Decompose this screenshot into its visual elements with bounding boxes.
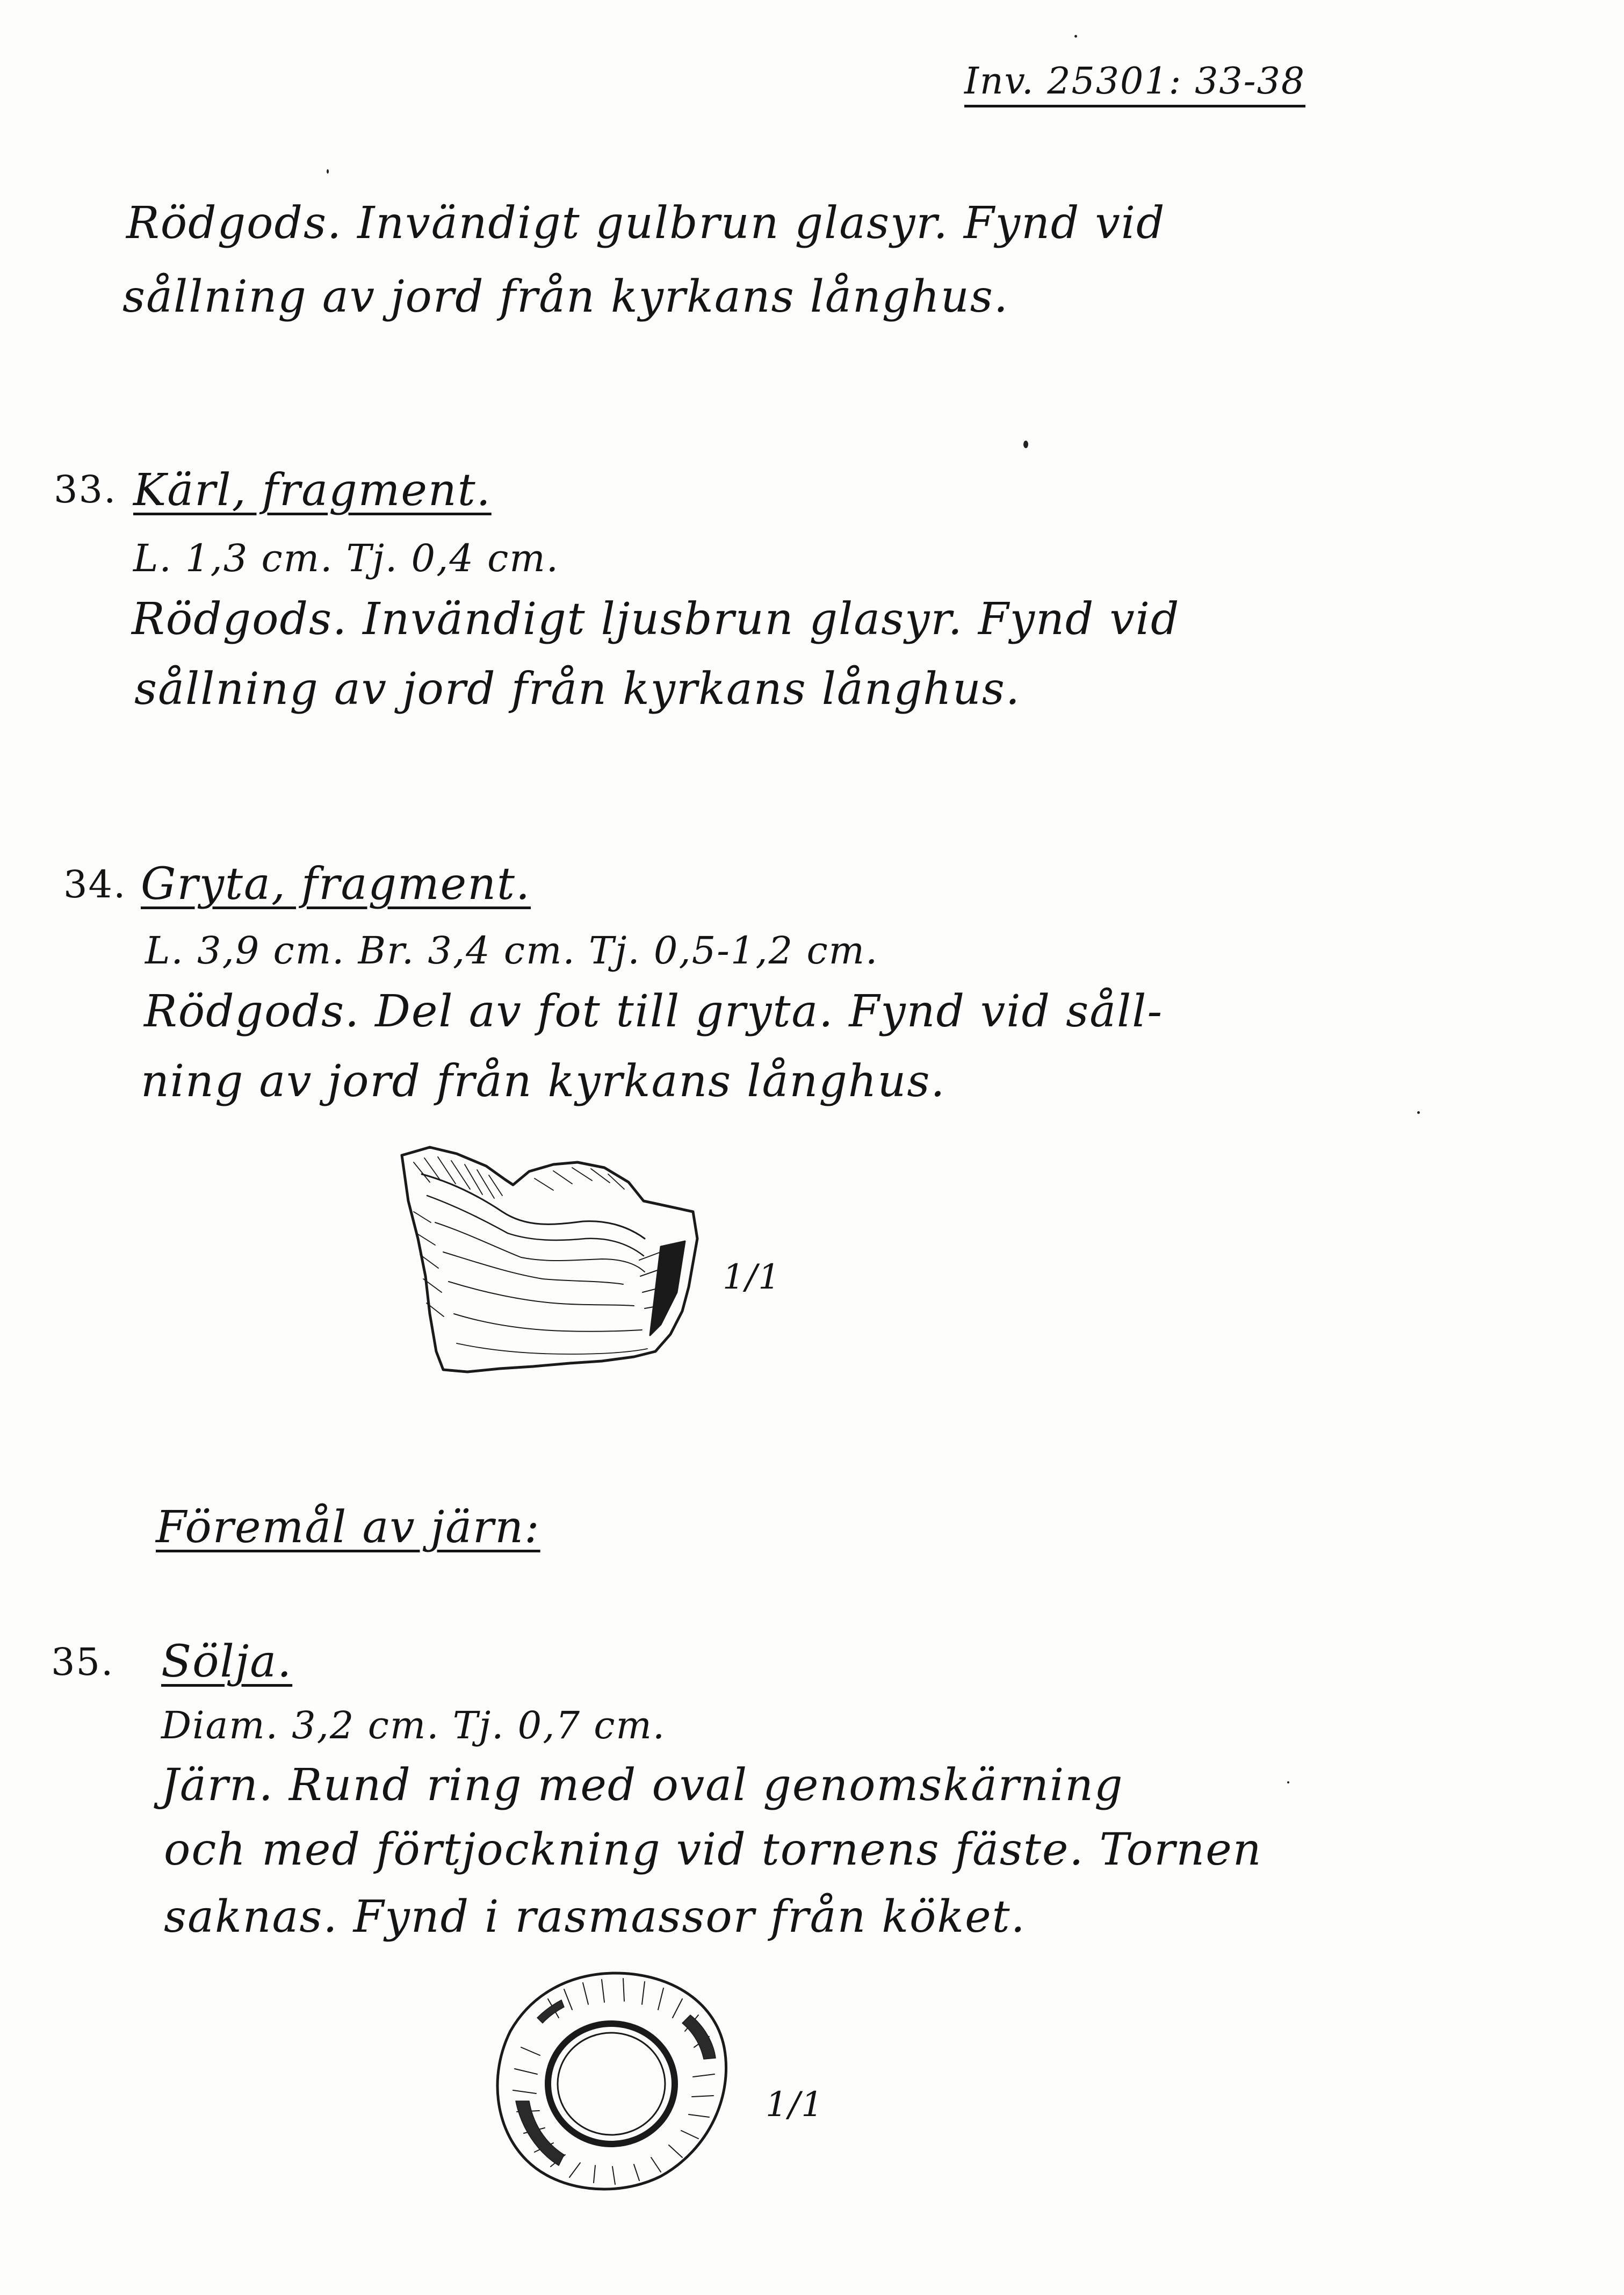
ink-speck [1023,441,1028,448]
item-description-line-3: saknas. Fynd i rasmassor från köket. [164,1891,1026,1943]
item-dimensions: L. 1,3 cm. Tj. 0,4 cm. [133,536,559,580]
ink-speck [1287,1781,1289,1783]
scale-label: 1/1 [723,1257,781,1297]
item-dimensions: L. 3,9 cm. Br. 3,4 cm. Tj. 0,5-1,2 cm. [145,929,879,973]
intro-line-1: Rödgods. Invändigt gulbrun glasyr. Fynd vid [126,198,1166,249]
pot-fragment-drawing [392,1131,704,1378]
ink-speck [1417,1111,1420,1114]
item-description-line-2: ning av jord från kyrkans långhus. [141,1056,946,1107]
item-number: 34. [63,862,127,907]
item-dimensions: Diam. 3,2 cm. Tj. 0,7 cm. [161,1703,666,1747]
buckle-ring-drawing [483,1967,741,2198]
item-number: 33. [54,467,117,512]
item-description-line-1: Rödgods. Invändigt ljusbrun glasyr. Fynd vid [132,594,1180,645]
ink-speck [1074,35,1077,38]
item-number: 35. [51,1640,114,1684]
section-heading: Föremål av järn: [156,1502,540,1553]
inventory-number: Inv. 25301: 33-38 [964,60,1305,107]
ink-speck [327,169,329,174]
intro-line-2: sållning av jord från kyrkans långhus. [122,271,1009,322]
item-title: Sölja. [161,1636,293,1687]
item-description-line-1: Rödgods. Del av fot till gryta. Fynd vid såll- [144,986,1164,1037]
item-description-line-2: sållning av jord från kyrkans långhus. [134,664,1021,715]
item-description-line-2: och med förtjockning vid tornens fäste. Tornen [164,1824,1262,1875]
item-title: Gryta, fragment. [141,859,531,910]
item-title: Kärl, fragment. [133,465,492,516]
item-description-line-1: Järn. Rund ring med oval genomskärning [161,1760,1124,1811]
scale-label: 1/1 [766,2085,824,2125]
